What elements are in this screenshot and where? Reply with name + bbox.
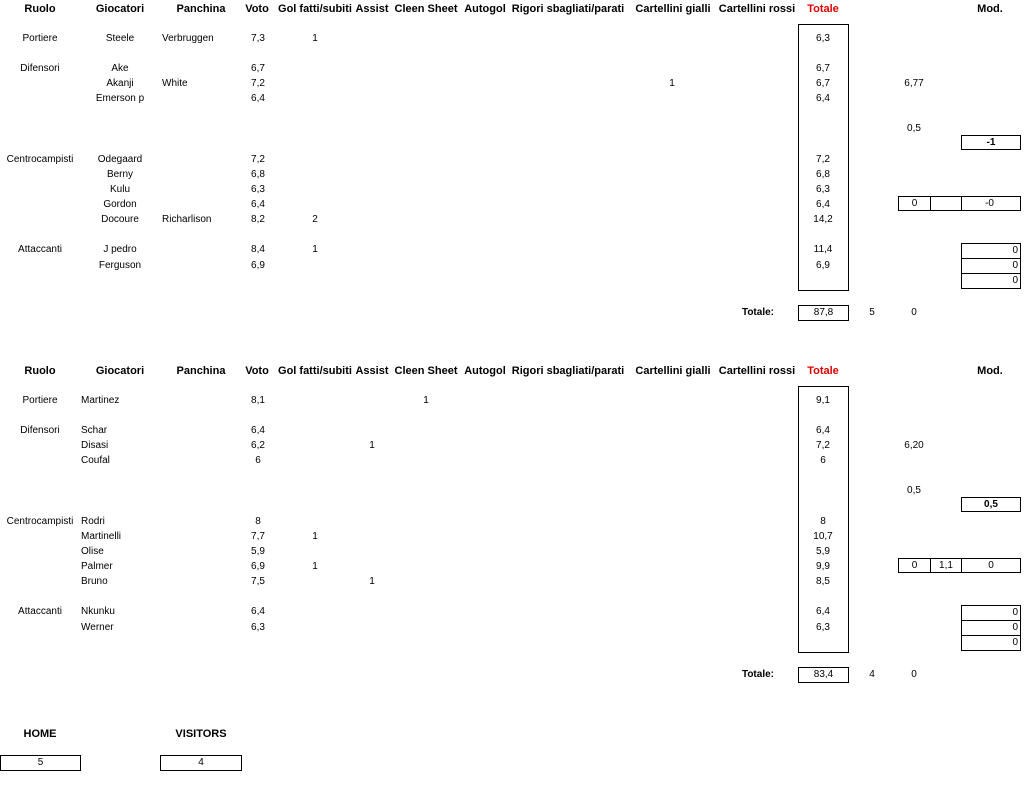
voto-cell: 7,2 (251, 78, 265, 89)
header-totale: Totale (807, 3, 839, 15)
totale-cell: 6,8 (816, 169, 830, 180)
visitors-label: VISITORS (175, 728, 227, 740)
modifier-midfield-cell (930, 196, 962, 211)
player-name: Steele (105, 33, 135, 44)
header-assist: Assist (355, 3, 389, 15)
player-name: Nkunku (81, 606, 115, 617)
role-label: Centrocampisti (6, 516, 74, 527)
home-score: 5 (0, 755, 81, 771)
header-totale: Totale (807, 365, 839, 377)
team-total: 83,4 (798, 667, 849, 683)
gol-cell: 1 (312, 531, 318, 542)
team-total: 87,8 (798, 305, 849, 321)
defense-bonus: 0,5 (907, 123, 921, 134)
bench-player: Verbruggen (162, 33, 214, 44)
player-name: Werner (81, 622, 114, 633)
role-label: Centrocampisti (6, 154, 74, 165)
player-name: Martinelli (81, 531, 122, 542)
role-label: Portiere (22, 395, 58, 406)
voto-cell: 7,7 (251, 531, 265, 542)
voto-cell: 8,2 (251, 214, 265, 225)
modifier-attack-cell: 0 (961, 620, 1021, 636)
voto-cell: 6,4 (251, 425, 265, 436)
player-name: Odegaard (97, 154, 143, 165)
player-name: Bruno (81, 576, 108, 587)
player-name: Coufal (81, 455, 110, 466)
voto-cell: 8 (255, 516, 261, 527)
player-name: Disasi (81, 440, 109, 451)
defense-bonus: 0,5 (907, 485, 921, 496)
voto-cell: 6,4 (251, 606, 265, 617)
player-name: Kulu (109, 184, 130, 195)
totale-cell: 9,9 (816, 561, 830, 572)
defense-average: 6,77 (904, 78, 924, 89)
header-giocatori: Giocatori (95, 365, 145, 377)
voto-cell: 6,9 (251, 260, 265, 271)
player-name: Palmer (81, 561, 113, 572)
totale-label: Totale: (741, 307, 774, 318)
totale-cell: 6,9 (816, 260, 830, 271)
header-ruolo: Ruolo (24, 365, 56, 377)
totale-cell: 6,3 (816, 622, 830, 633)
header-rossi: Cartellini rossi (718, 3, 796, 15)
voto-cell: 6,4 (251, 93, 265, 104)
header-autogol: Autogol (464, 365, 506, 377)
modifier-attack-cell: 0 (961, 243, 1021, 259)
player-name: Berny (106, 169, 134, 180)
totale-cell: 6,4 (816, 606, 830, 617)
totale-cell: 7,2 (816, 440, 830, 451)
voto-cell: 6,9 (251, 561, 265, 572)
gol-cell: 1 (312, 33, 318, 44)
totale-column-box (798, 24, 849, 291)
role-label: Portiere (22, 33, 58, 44)
totale-cell: 7,2 (816, 154, 830, 165)
header-mod: Mod. (977, 3, 1003, 15)
modifier-attack-cell: 0 (961, 605, 1021, 621)
totale-label: Totale: (741, 669, 774, 680)
player-name: Olise (81, 546, 104, 557)
header-giocatori: Giocatori (95, 3, 145, 15)
header-panchina: Panchina (176, 365, 226, 377)
bench-player: Richarlison (162, 214, 212, 225)
gialli-cell: 1 (669, 78, 675, 89)
player-name: Akanji (106, 78, 134, 89)
voto-cell: 6 (255, 455, 261, 466)
modifier-midfield-cell: 0 (961, 558, 1021, 573)
voto-cell: 8,1 (251, 395, 265, 406)
modifier-attack-cell: 0 (961, 258, 1021, 274)
header-mod: Mod. (977, 365, 1003, 377)
header-ruolo: Ruolo (24, 3, 56, 15)
voto-cell: 7,3 (251, 33, 265, 44)
voto-cell: 7,5 (251, 576, 265, 587)
player-name: Docoure (101, 214, 139, 225)
modifier-midfield-cell: 0 (898, 196, 931, 211)
team-goals: 5 (869, 307, 875, 318)
player-name: Rodri (81, 516, 105, 527)
totale-cell: 6,4 (816, 93, 830, 104)
header-gol: Gol fatti/subiti (278, 3, 352, 15)
totale-cell: 6,3 (816, 33, 830, 44)
header-gialli: Cartellini gialli (635, 3, 711, 15)
player-name: Emerson p (95, 93, 145, 104)
header-gol: Gol fatti/subiti (278, 365, 352, 377)
header-assist: Assist (355, 365, 389, 377)
totale-cell: 6,3 (816, 184, 830, 195)
gol-cell: 2 (312, 214, 318, 225)
totale-cell: 6,4 (816, 199, 830, 210)
totale-cell: 6 (820, 455, 826, 466)
voto-cell: 6,4 (251, 199, 265, 210)
role-label: Attaccanti (18, 606, 62, 617)
player-name: J pedro (103, 244, 137, 255)
totale-cell: 6,7 (816, 63, 830, 74)
totale-cell: 5,9 (816, 546, 830, 557)
totale-cell: 10,7 (813, 531, 833, 542)
team-extra: 0 (911, 669, 917, 680)
totale-cell: 8,5 (816, 576, 830, 587)
voto-cell: 6,8 (251, 169, 265, 180)
modifier-midfield-cell: 1,1 (930, 558, 962, 573)
voto-cell: 6,3 (251, 184, 265, 195)
header-autogol: Autogol (464, 3, 506, 15)
team-goals: 4 (869, 669, 875, 680)
team-extra: 0 (911, 307, 917, 318)
header-gialli: Cartellini gialli (635, 365, 711, 377)
player-name: Ake (111, 63, 129, 74)
role-label: Difensori (20, 425, 60, 436)
header-rossi: Cartellini rossi (718, 365, 796, 377)
voto-cell: 5,9 (251, 546, 265, 557)
modifier-midfield-cell: -0 (961, 196, 1021, 211)
totale-cell: 6,7 (816, 78, 830, 89)
header-voto: Voto (245, 3, 269, 15)
totale-column-box (798, 386, 849, 653)
voto-cell: 8,4 (251, 244, 265, 255)
header-cleen: Cleen Sheet (394, 3, 458, 15)
player-name: Gordon (103, 199, 137, 210)
player-name: Schar (81, 425, 108, 436)
totale-cell: 6,4 (816, 425, 830, 436)
header-panchina: Panchina (176, 3, 226, 15)
modifier-defense: 0,5 (961, 497, 1021, 512)
bench-player: White (162, 78, 188, 89)
role-label: Difensori (20, 63, 60, 74)
modifier-attack-cell: 0 (961, 273, 1021, 289)
header-rigori: Rigori sbagliati/parati (511, 3, 625, 15)
defense-average: 6,20 (904, 440, 924, 451)
modifier-midfield-cell: 0 (898, 558, 931, 573)
assist-cell: 1 (369, 576, 375, 587)
modifier-attack-cell: 0 (961, 635, 1021, 651)
player-name: Martinez (81, 395, 120, 406)
cleen-cell: 1 (423, 395, 429, 406)
header-rigori: Rigori sbagliati/parati (511, 365, 625, 377)
home-label: HOME (23, 728, 57, 740)
assist-cell: 1 (369, 440, 375, 451)
voto-cell: 7,2 (251, 154, 265, 165)
gol-cell: 1 (312, 561, 318, 572)
totale-cell: 9,1 (816, 395, 830, 406)
totale-cell: 11,4 (813, 244, 833, 255)
voto-cell: 6,2 (251, 440, 265, 451)
modifier-defense: -1 (961, 135, 1021, 150)
voto-cell: 6,3 (251, 622, 265, 633)
gol-cell: 1 (312, 244, 318, 255)
voto-cell: 6,7 (251, 63, 265, 74)
totale-cell: 14,2 (813, 214, 833, 225)
visitors-score: 4 (160, 755, 242, 771)
player-name: Ferguson (98, 260, 142, 271)
header-voto: Voto (245, 365, 269, 377)
totale-cell: 8 (820, 516, 826, 527)
role-label: Attaccanti (18, 244, 62, 255)
header-cleen: Cleen Sheet (394, 365, 458, 377)
